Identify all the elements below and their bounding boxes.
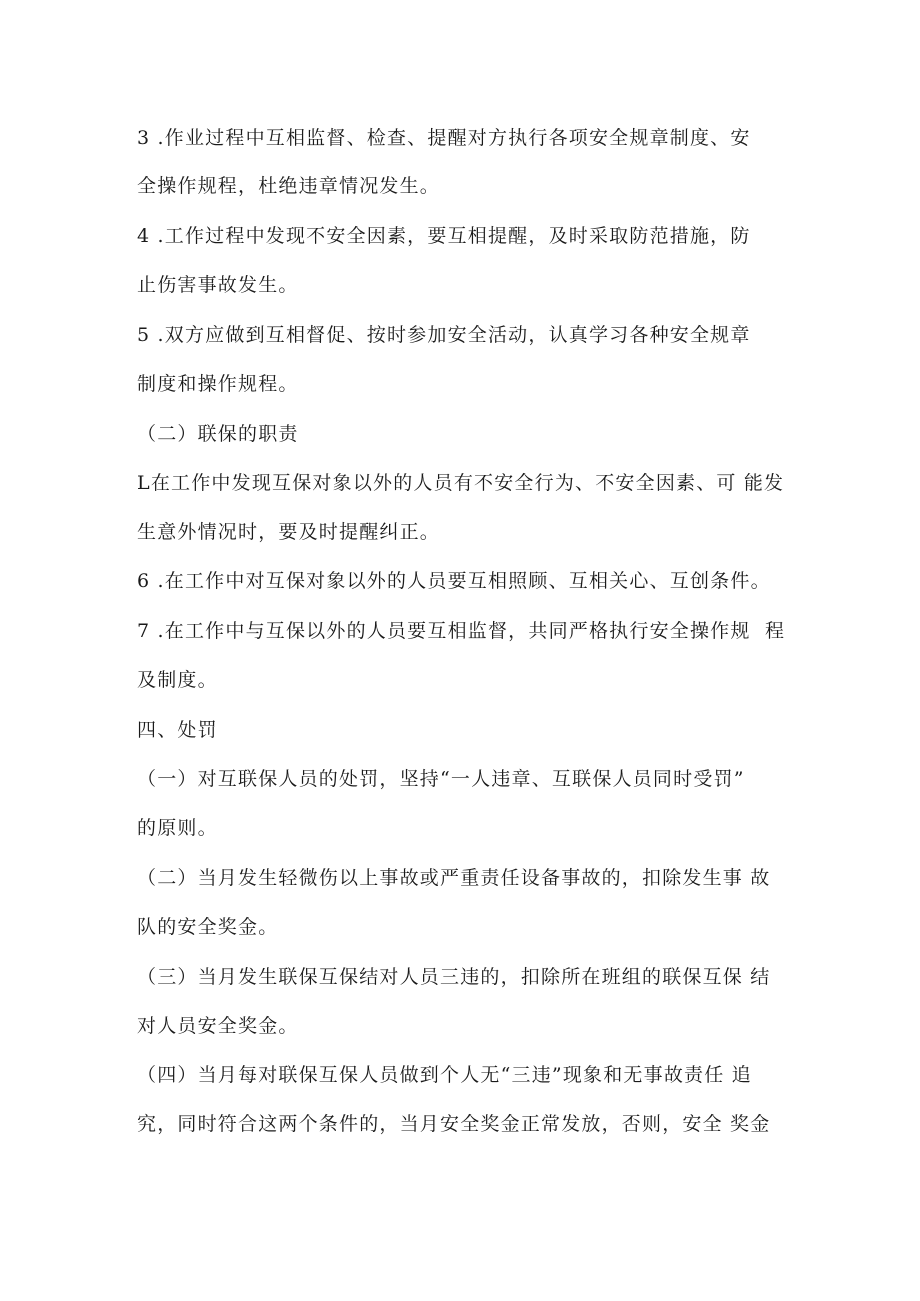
text-line: L在工作中发现互保对象以外的人员有不安全行为、不安全因素、可 能发: [137, 472, 785, 494]
text-line: 及制度。: [137, 669, 218, 691]
text-line: 5 .双方应做到互相督促、按时参加安全活动，认真学习各种安全规章: [137, 324, 751, 346]
section-heading: （二）联保的职责: [137, 423, 299, 445]
text-line: 究，同时符合这两个条件的，当月安全奖金正常发放，否则，安全 奖金: [137, 1113, 771, 1135]
section-heading: 四、处罚: [137, 719, 218, 741]
text-line: （三）当月发生联保互保结对人员三违的，扣除所在班组的联保互保 结: [137, 966, 771, 988]
text-line: 止伤害事故发生。: [137, 274, 299, 296]
text-line: 4 .工作过程中发现不安全因素，要互相提醒，及时采取防范措施，防: [137, 225, 751, 247]
text-line: 全操作规程，杜绝违章情况发生。: [137, 175, 441, 197]
text-line: 7 .在工作中与互保以外的人员要互相监督，共同严格执行安全操作规 程: [137, 620, 786, 642]
text-line: （四）当月每对联保互保人员做到个人无“三违”现象和无事故责任 追: [137, 1064, 752, 1086]
text-line: 对人员安全奖金。: [137, 1015, 299, 1037]
text-line: 制度和操作规程。: [137, 373, 299, 395]
text-line: （一）对互联保人员的处罚，坚持“一人违章、互联保人员同时受罚”: [137, 768, 745, 790]
text-line: 队的安全奖金。: [137, 916, 279, 938]
text-line: 生意外情况时，要及时提醒纠正。: [137, 521, 441, 543]
text-line: 6 .在工作中对互保对象以外的人员要互相照顾、互相关心、互创条件。: [137, 570, 771, 592]
text-line: 的原则。: [137, 817, 218, 839]
text-line: （二）当月发生轻微伤以上事故或严重责任设备事故的，扣除发生事 故: [137, 867, 771, 889]
text-line: 3 .作业过程中互相监督、检查、提醒对方执行各项安全规章制度、安: [137, 127, 751, 149]
